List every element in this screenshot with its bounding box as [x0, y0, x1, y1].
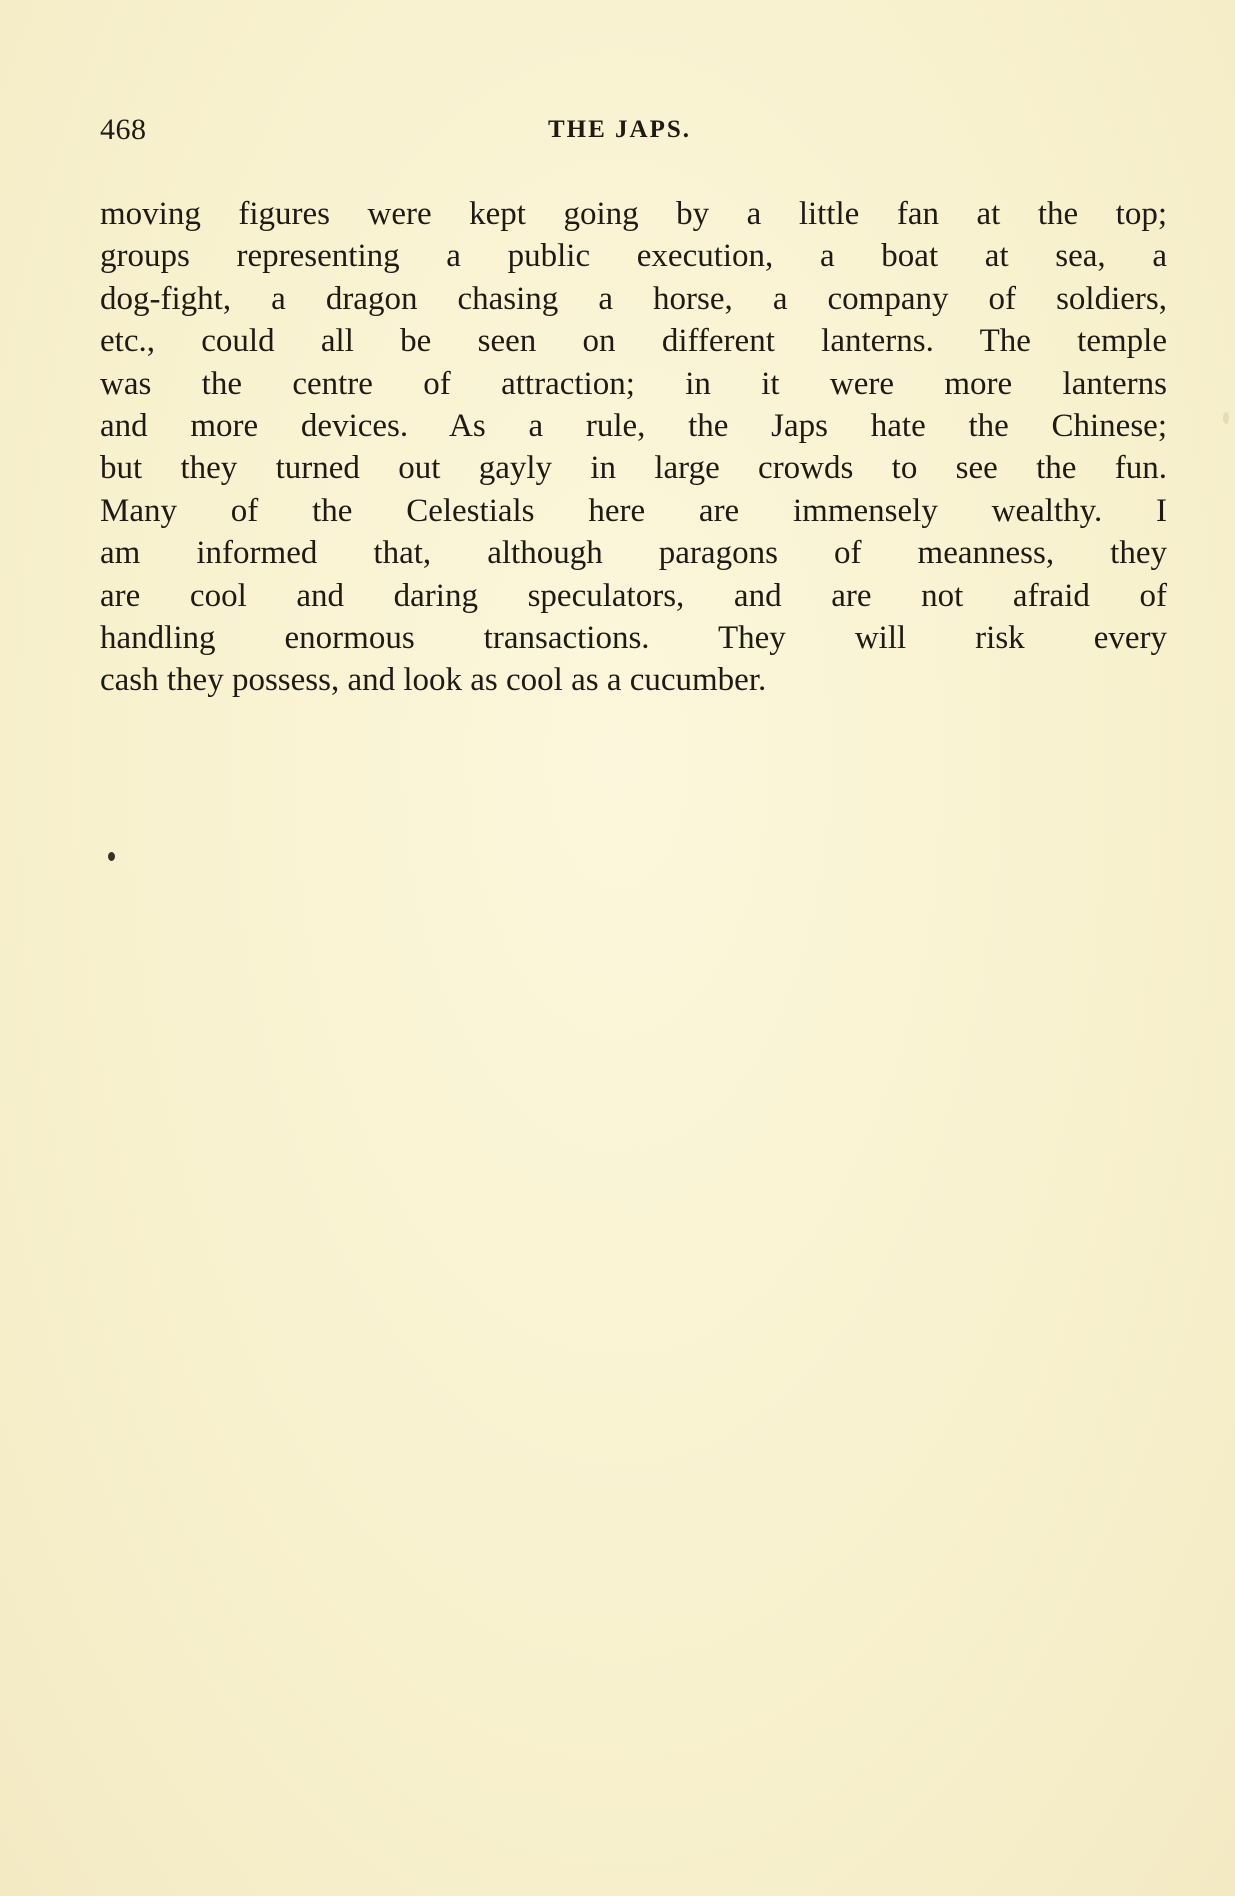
text-line: handling enormous transactions. They will risk every: [100, 619, 1167, 656]
text-line: was the centre of attraction; in it were more lanterns: [100, 365, 1167, 402]
page-header: [100, 108, 1167, 152]
text-line: groups representing a public execution, a boat at sea, a: [100, 238, 1167, 275]
text-line: cash they possess, and look as cool as a cucumber.: [100, 662, 767, 699]
text-line: and more devices. As a rule, the Japs hate the Chinese;: [100, 407, 1167, 444]
text-line: etc., could all be seen on different lanterns. The temple: [100, 323, 1167, 360]
text-line: moving figures were kept going by a little fan at the top;: [100, 196, 1167, 232]
page-number: 468: [100, 113, 147, 146]
text-line: but they turned out gayly in large crowds to see the fun.: [100, 450, 1167, 487]
text-line: dog-fight, a dragon chasing a horse, a company of soldiers,: [100, 280, 1167, 317]
body-paragraph: [100, 193, 1167, 702]
ink-speck-mark: [108, 852, 115, 861]
running-head: THE JAPS.: [548, 116, 692, 143]
text-line: am informed that, although paragons of meanness, they: [100, 535, 1167, 572]
paper-speck-mark: [1223, 412, 1229, 424]
text-line: are cool and daring speculators, and are not afraid of: [100, 577, 1167, 614]
text-line: Many of the Celestials here are immensely wealthy. I: [100, 492, 1167, 529]
